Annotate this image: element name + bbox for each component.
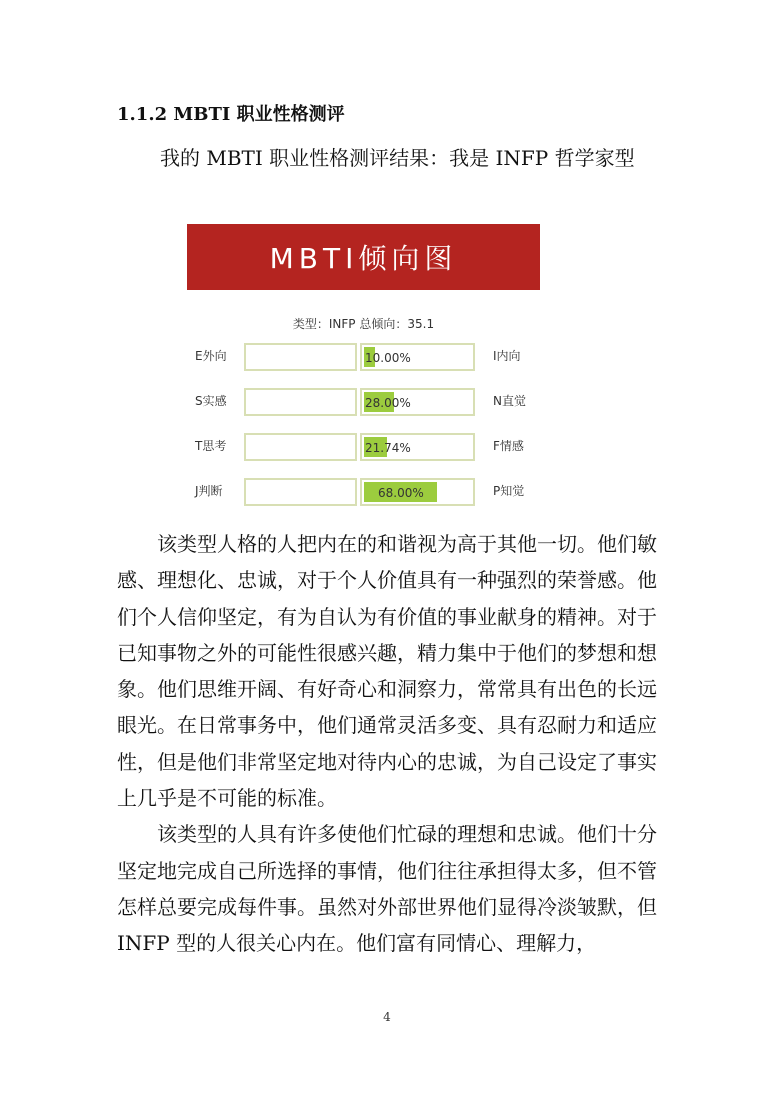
dimension-left-label: E外向 [195, 349, 227, 363]
page-number: 4 [383, 1010, 391, 1024]
dimension-row-ei [187, 341, 540, 373]
left-bar-box [244, 478, 357, 506]
left-bar-box [244, 343, 357, 371]
dimension-right-label: I内向 [493, 349, 521, 363]
dimension-left-label: J判断 [195, 484, 223, 498]
body-paragraph: 该类型人格的人把内在的和谐视为高于其他一切。他们敏感、理想化、忠诚，对于个人价值具有一种强烈的荣誉感。他们个人信仰坚定，有为自认为有价值的事业献身的精神。对于已知事物之外的可能性很感兴趣，精力集中于他们的梦想和想象。他们思维开阔、有好奇心和洞察力，常常具有出色的长远眼光。在日常事务中，他们通常灵活多变、具有忍耐力和适应性，但是他们非常坚定地对待内心的忠诚，为自己设定了事实上几乎是不可能的标准。 [117, 532, 657, 811]
dimension-row-jp [187, 476, 540, 508]
mbti-tendency-figure [187, 224, 540, 514]
dimension-right-label: P知觉 [493, 484, 525, 498]
dimension-right-label: F情感 [493, 439, 524, 453]
figure-banner-title: MBTI倾向图 [187, 224, 540, 290]
right-bar-box [360, 388, 475, 416]
dimension-left-label: T思考 [195, 439, 227, 453]
section-heading: 1.1.2 MBTI 职业性格测评 [117, 104, 345, 125]
dimension-row-sn [187, 386, 540, 418]
dimension-right-label: N直觉 [493, 394, 526, 408]
dimension-row-tf [187, 431, 540, 463]
tendency-percent: 68.00% [378, 486, 424, 500]
right-bar-box [360, 343, 475, 371]
figure-summary: 类型：INFP 总倾向：35.1 [292, 317, 435, 331]
tendency-percent: 10.00% [365, 351, 411, 365]
body-paragraph: 该类型的人具有许多使他们忙碌的理想和忠诚。他们十分坚定地完成自己所选择的事情，他们往往承担得太多，但不管怎样总要完成每件事。虽然对外部世界他们显得冷淡皱默，但 INFP 型的人很关心内在。他们富有同情心、理解力， [117, 822, 657, 956]
body-text [117, 526, 657, 962]
right-bar-box [360, 433, 475, 461]
tendency-percent: 21.74% [365, 441, 411, 455]
dimension-left-label: S实感 [195, 394, 227, 408]
left-bar-box [244, 433, 357, 461]
tendency-percent: 28.00% [365, 396, 411, 410]
right-bar-box [360, 478, 475, 506]
left-bar-box [244, 388, 357, 416]
mbti-result-line: 我的 MBTI 职业性格测评结果：我是 INFP 哲学家型 [160, 146, 635, 170]
